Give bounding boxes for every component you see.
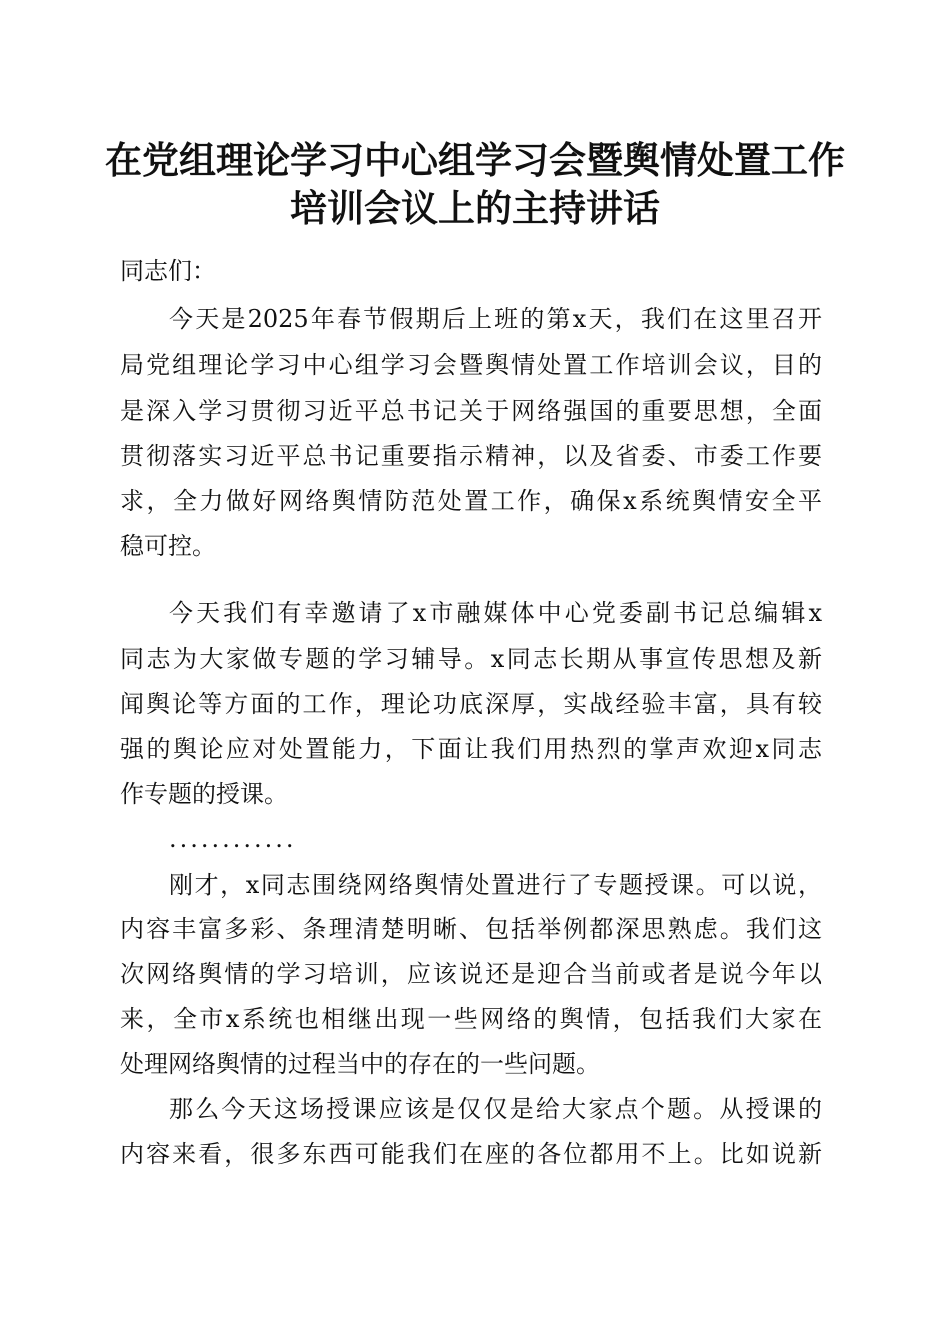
text-line: 作专题的授课。 <box>120 780 288 808</box>
text-line: 那么今天这场授课应该是仅仅是给大家点个题。从授课的 <box>169 1095 822 1123</box>
text-line: 闻舆论等方面的工作，理论功底深厚，实战经验丰富，具有较 <box>120 690 822 718</box>
text-line: 强的舆论应对处置能力，下面让我们用热烈的掌声欢迎x同志 <box>120 735 822 763</box>
text-line: 稳可控。 <box>120 532 216 560</box>
greeting: 同志们： <box>120 257 216 285</box>
document-title-line-2: 培训会议上的主持讲话 <box>290 186 660 230</box>
text-line: 今天我们有幸邀请了x市融媒体中心党委副书记总编辑x <box>169 599 822 627</box>
text-line: 来，全市x系统也相继出现一些网络的舆情，包括我们大家在 <box>120 1005 822 1033</box>
text-line: 内容丰富多彩、条理清楚明晰、包括举例都深思熟虑。我们这 <box>120 915 822 943</box>
text-line: 求，全力做好网络舆情防范处置工作，确保x系统舆情安全平 <box>120 487 822 515</box>
text-line: 刚才，x同志围绕网络舆情处置进行了专题授课。可以说， <box>169 871 822 899</box>
text-line: 贯彻落实习近平总书记重要指示精神，以及省委、市委工作要 <box>120 442 822 470</box>
text-line: 今天是2025年春节假期后上班的第x天，我们在这里召开 <box>169 305 822 333</box>
text-line: 处理网络舆情的过程当中的存在的一些问题。 <box>120 1050 600 1078</box>
text-line: 是深入学习贯彻习近平总书记关于网络强国的重要思想，全面 <box>120 397 822 425</box>
text-line: ............ <box>169 825 297 853</box>
text-line: 局党组理论学习中心组学习会暨舆情处置工作培训会议，目的 <box>120 351 822 379</box>
document-title-line-1: 在党组理论学习中心组学习会暨舆情处置工作 <box>105 138 845 182</box>
text-line: 同志为大家做专题的学习辅导。x同志长期从事宣传思想及新 <box>120 645 822 673</box>
text-line: 次网络舆情的学习培训，应该说还是迎合当前或者是说今年以 <box>120 960 822 988</box>
text-line: 内容来看，很多东西可能我们在座的各位都用不上。比如说新 <box>120 1140 822 1168</box>
